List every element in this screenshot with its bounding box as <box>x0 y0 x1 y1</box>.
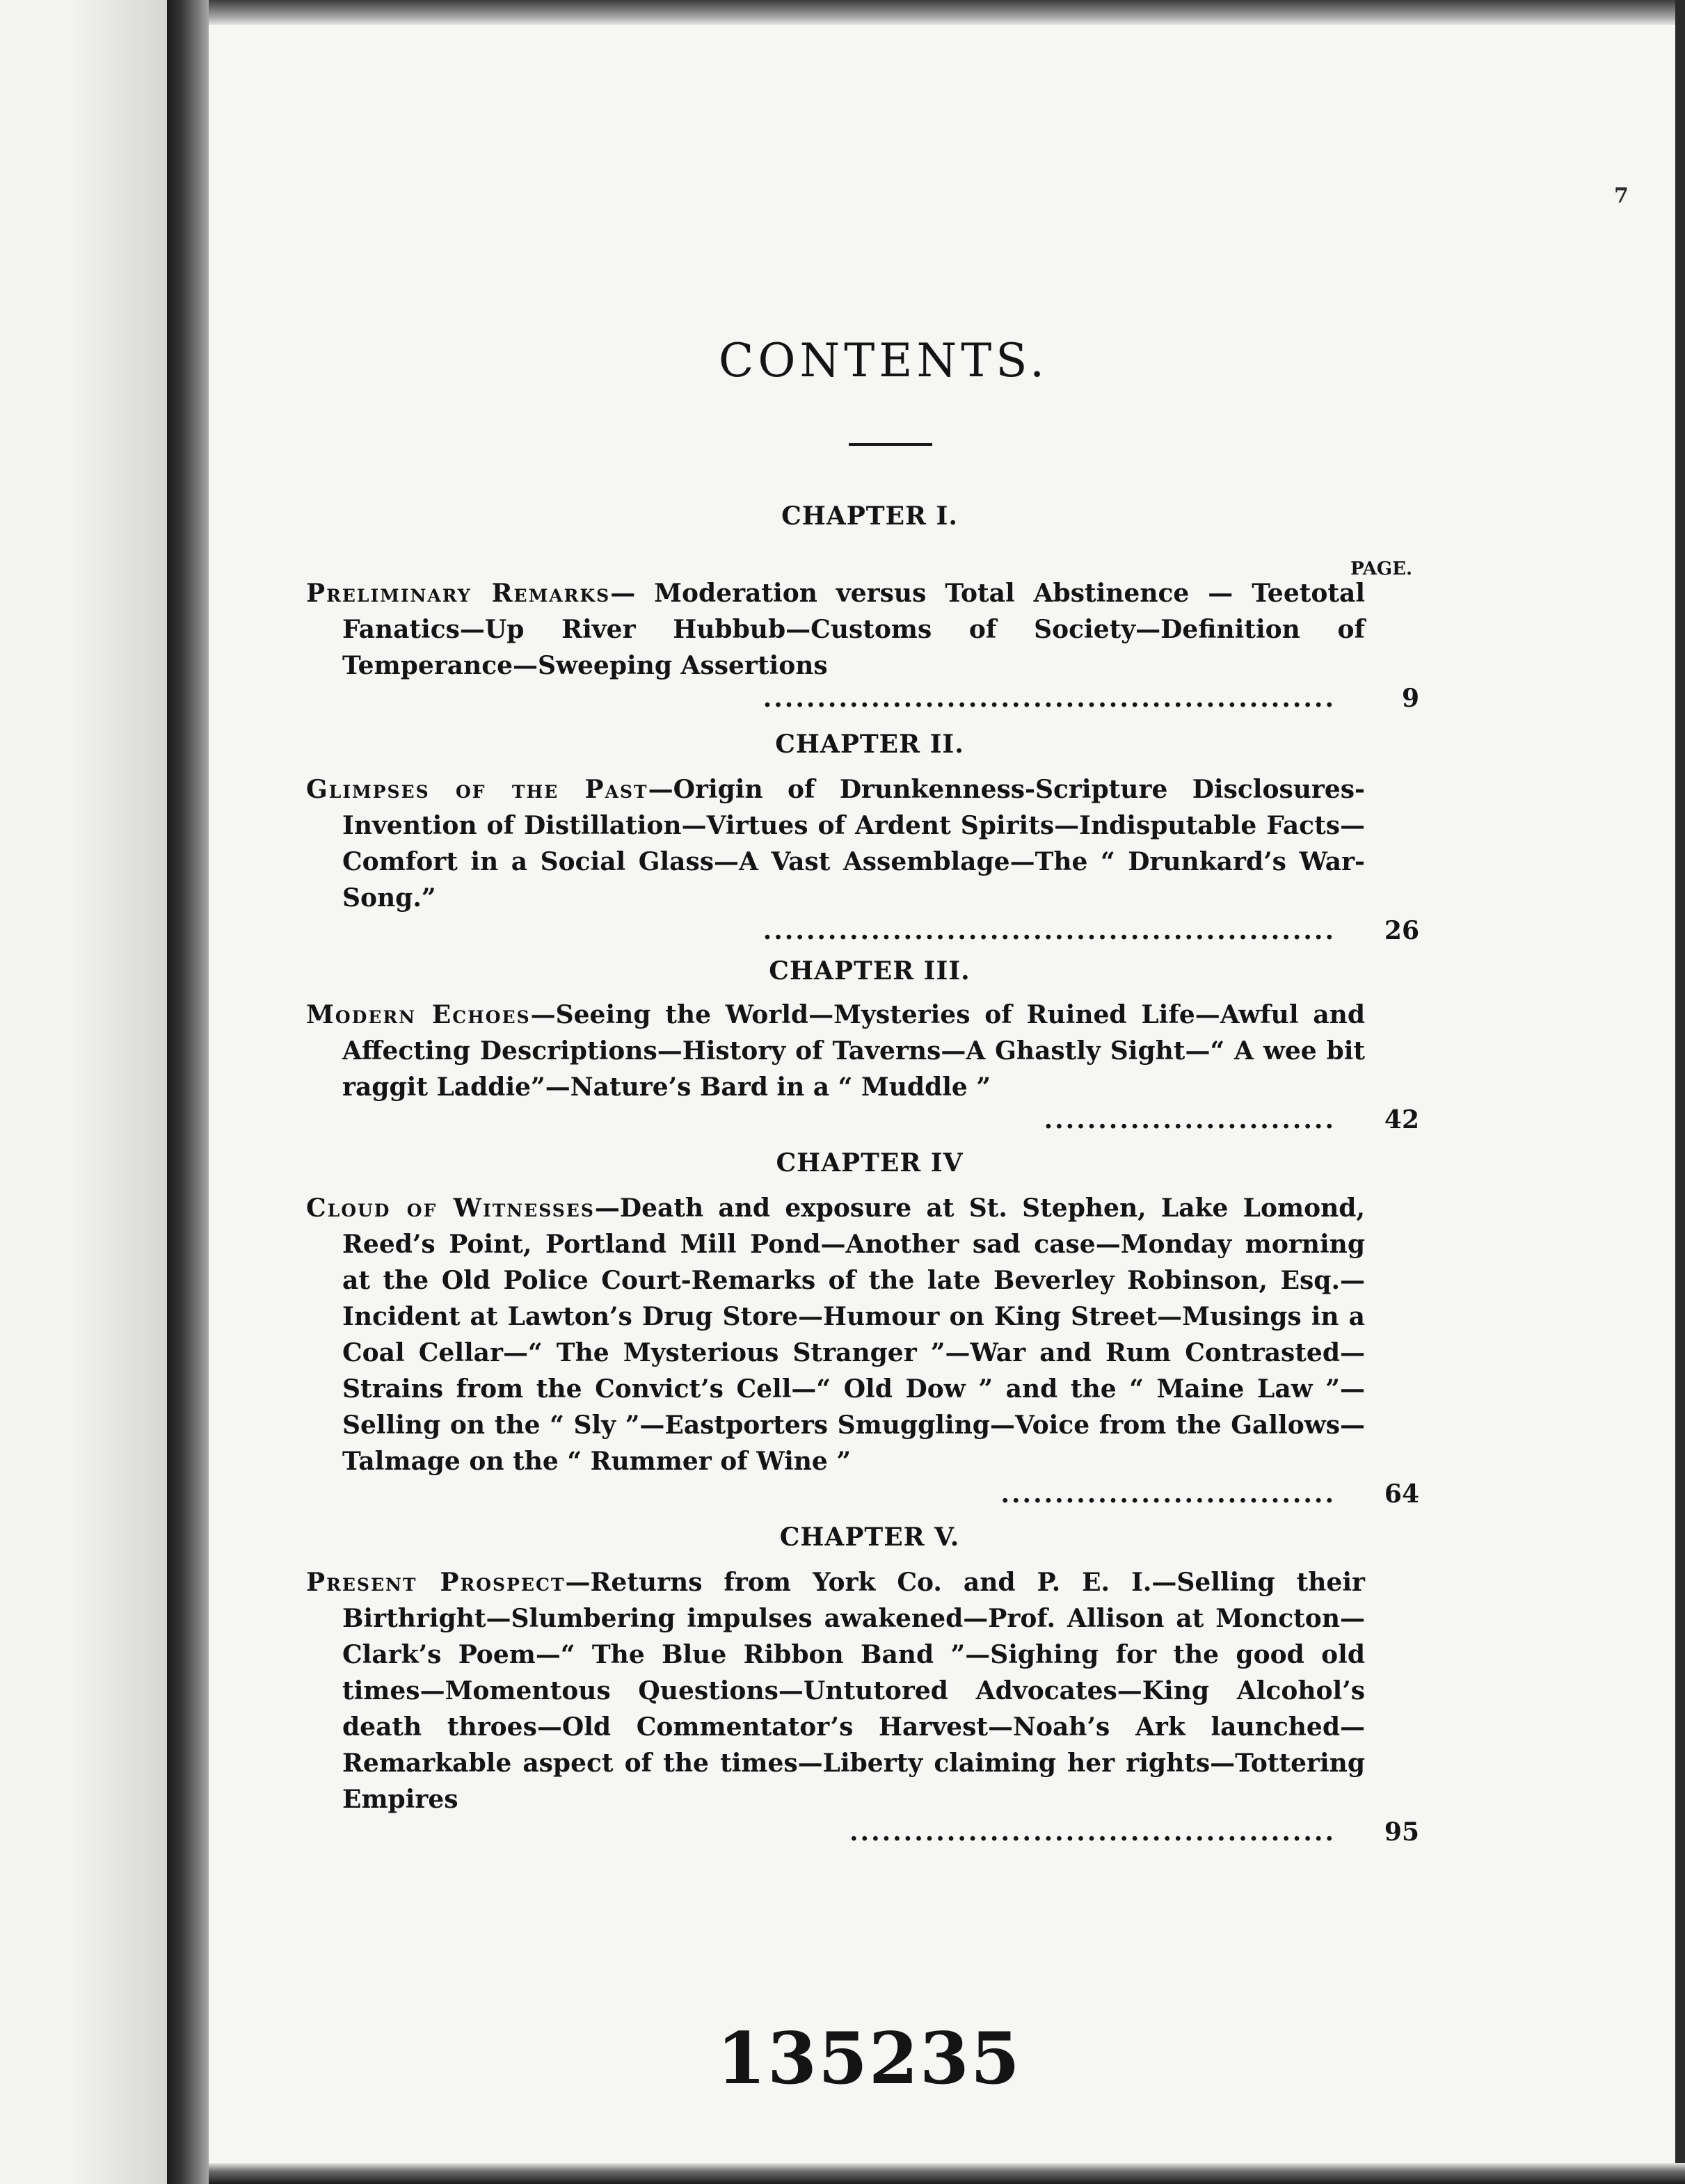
chapter-summary <box>306 771 1365 916</box>
scan-right-edge <box>1675 0 1685 2184</box>
chapter-summary <box>306 997 1365 1105</box>
table-of-contents <box>306 334 1433 1854</box>
page-leader <box>306 1105 1433 1141</box>
page-ref: 9 <box>1401 684 1419 713</box>
binding-gutter <box>167 0 209 2184</box>
page-number: 7 <box>1614 184 1629 208</box>
chapter-description: —Origin of Drunkenness-Scripture Disclosures-Invention of Distillation—Virtues of Ardent Spirits—Indisputable Facts—Comfort in a Social Glass—A Vast Assemblage—The “ Drunkard’s War-Song.” <box>342 775 1365 913</box>
title-rule <box>849 443 932 446</box>
chapter-summary <box>306 1564 1365 1817</box>
scan-top-edge <box>209 0 1685 25</box>
dot-leader: ..................................................... <box>762 684 1336 713</box>
page-leader <box>306 1817 1433 1854</box>
facing-page-edge <box>0 0 167 2184</box>
chapter-topic: Modern Echoes <box>306 1000 531 1029</box>
chapter-summary <box>306 1190 1365 1479</box>
chapter-1 <box>306 501 1433 720</box>
chapter-3 <box>306 956 1433 1141</box>
chapter-heading: CHAPTER I. <box>781 501 958 531</box>
contents-title: CONTENTS. <box>718 334 1049 387</box>
chapter-description: —Death and exposure at St. Stephen, Lake Lomond, Reed’s Point, Portland Mill Pond—Another sad case—Monday morning at the Old Police Court-Remarks of the late Beverley Robinson, Esq.—Incident at Lawton’s Drug Store—Humour on King Street—Musings in a Coal Cellar—“ The Mysterious Stranger ”—War and Rum Contrasted—Strains from the Convict’s Cell—“ Old Dow ” and the “ Maine Law ”—Selling on the “ Sly ”—Eastporters Smuggling—Voice from the Gallows—Talmage on the “ Rummer of Wine ” <box>342 1194 1365 1476</box>
chapter-topic: Present Prospect <box>306 1568 566 1597</box>
chapter-2 <box>306 730 1433 952</box>
chapter-heading: CHAPTER II. <box>775 730 964 759</box>
dot-leader: ..................................................... <box>762 916 1336 945</box>
chapter-description: —Seeing the World—Mysteries of Ruined Life—Awful and Affecting Descriptions—History of Taverns—A Ghastly Sight—“ A wee bit raggit Laddie”—Nature’s Bard in a “ Muddle ” <box>342 1000 1365 1102</box>
page-leader <box>306 684 1433 720</box>
chapter-4 <box>306 1148 1433 1516</box>
page-leader <box>306 916 1433 952</box>
chapter-topic: Preliminary Remarks <box>306 579 611 608</box>
accession-number-stamp: 135235 <box>717 2017 1021 2101</box>
chapter-heading: CHAPTER III. <box>769 956 971 986</box>
page-ref: 95 <box>1384 1817 1419 1847</box>
page-column-label: PAGE. <box>1350 559 1412 579</box>
dot-leader: ............................... <box>1000 1479 1336 1509</box>
page-ref: 64 <box>1384 1479 1419 1509</box>
scan-bottom-edge <box>209 2163 1685 2184</box>
chapter-summary <box>306 575 1365 684</box>
chapter-heading: CHAPTER V. <box>779 1523 960 1552</box>
chapter-topic: Glimpses of the Past <box>306 775 648 804</box>
page-leader <box>306 1479 1433 1516</box>
page-ref: 42 <box>1384 1105 1419 1134</box>
chapter-heading: CHAPTER IV <box>776 1148 964 1178</box>
chapter-description: —Returns from York Co. and P. E. I.—Selling their Birthright—Slumbering impulses awakened—Prof. Allison at Moncton—Clark’s Poem—“ The Blue Ribbon Band ”—Sighing for the good old times—Momentous Questions—Untutored Advocates—King Alcohol’s death throes—Old Commentator’s Harvest—Noah’s Ark launched—Remarkable aspect of the times—Liberty claiming her rights—Tottering Empires <box>342 1568 1365 1814</box>
chapter-topic: Cloud of Witnesses <box>306 1194 595 1223</box>
dot-leader: ........................... <box>1044 1105 1336 1134</box>
dot-leader: ............................................. <box>849 1817 1336 1847</box>
chapter-5 <box>306 1523 1433 1854</box>
page-ref: 26 <box>1384 916 1419 945</box>
chapter-description: — Moderation versus Total Abstinence — Teetotal Fanatics—Up River Hubbub—Customs of Society—Definition of Temperance—Sweeping Assertions <box>342 579 1365 680</box>
